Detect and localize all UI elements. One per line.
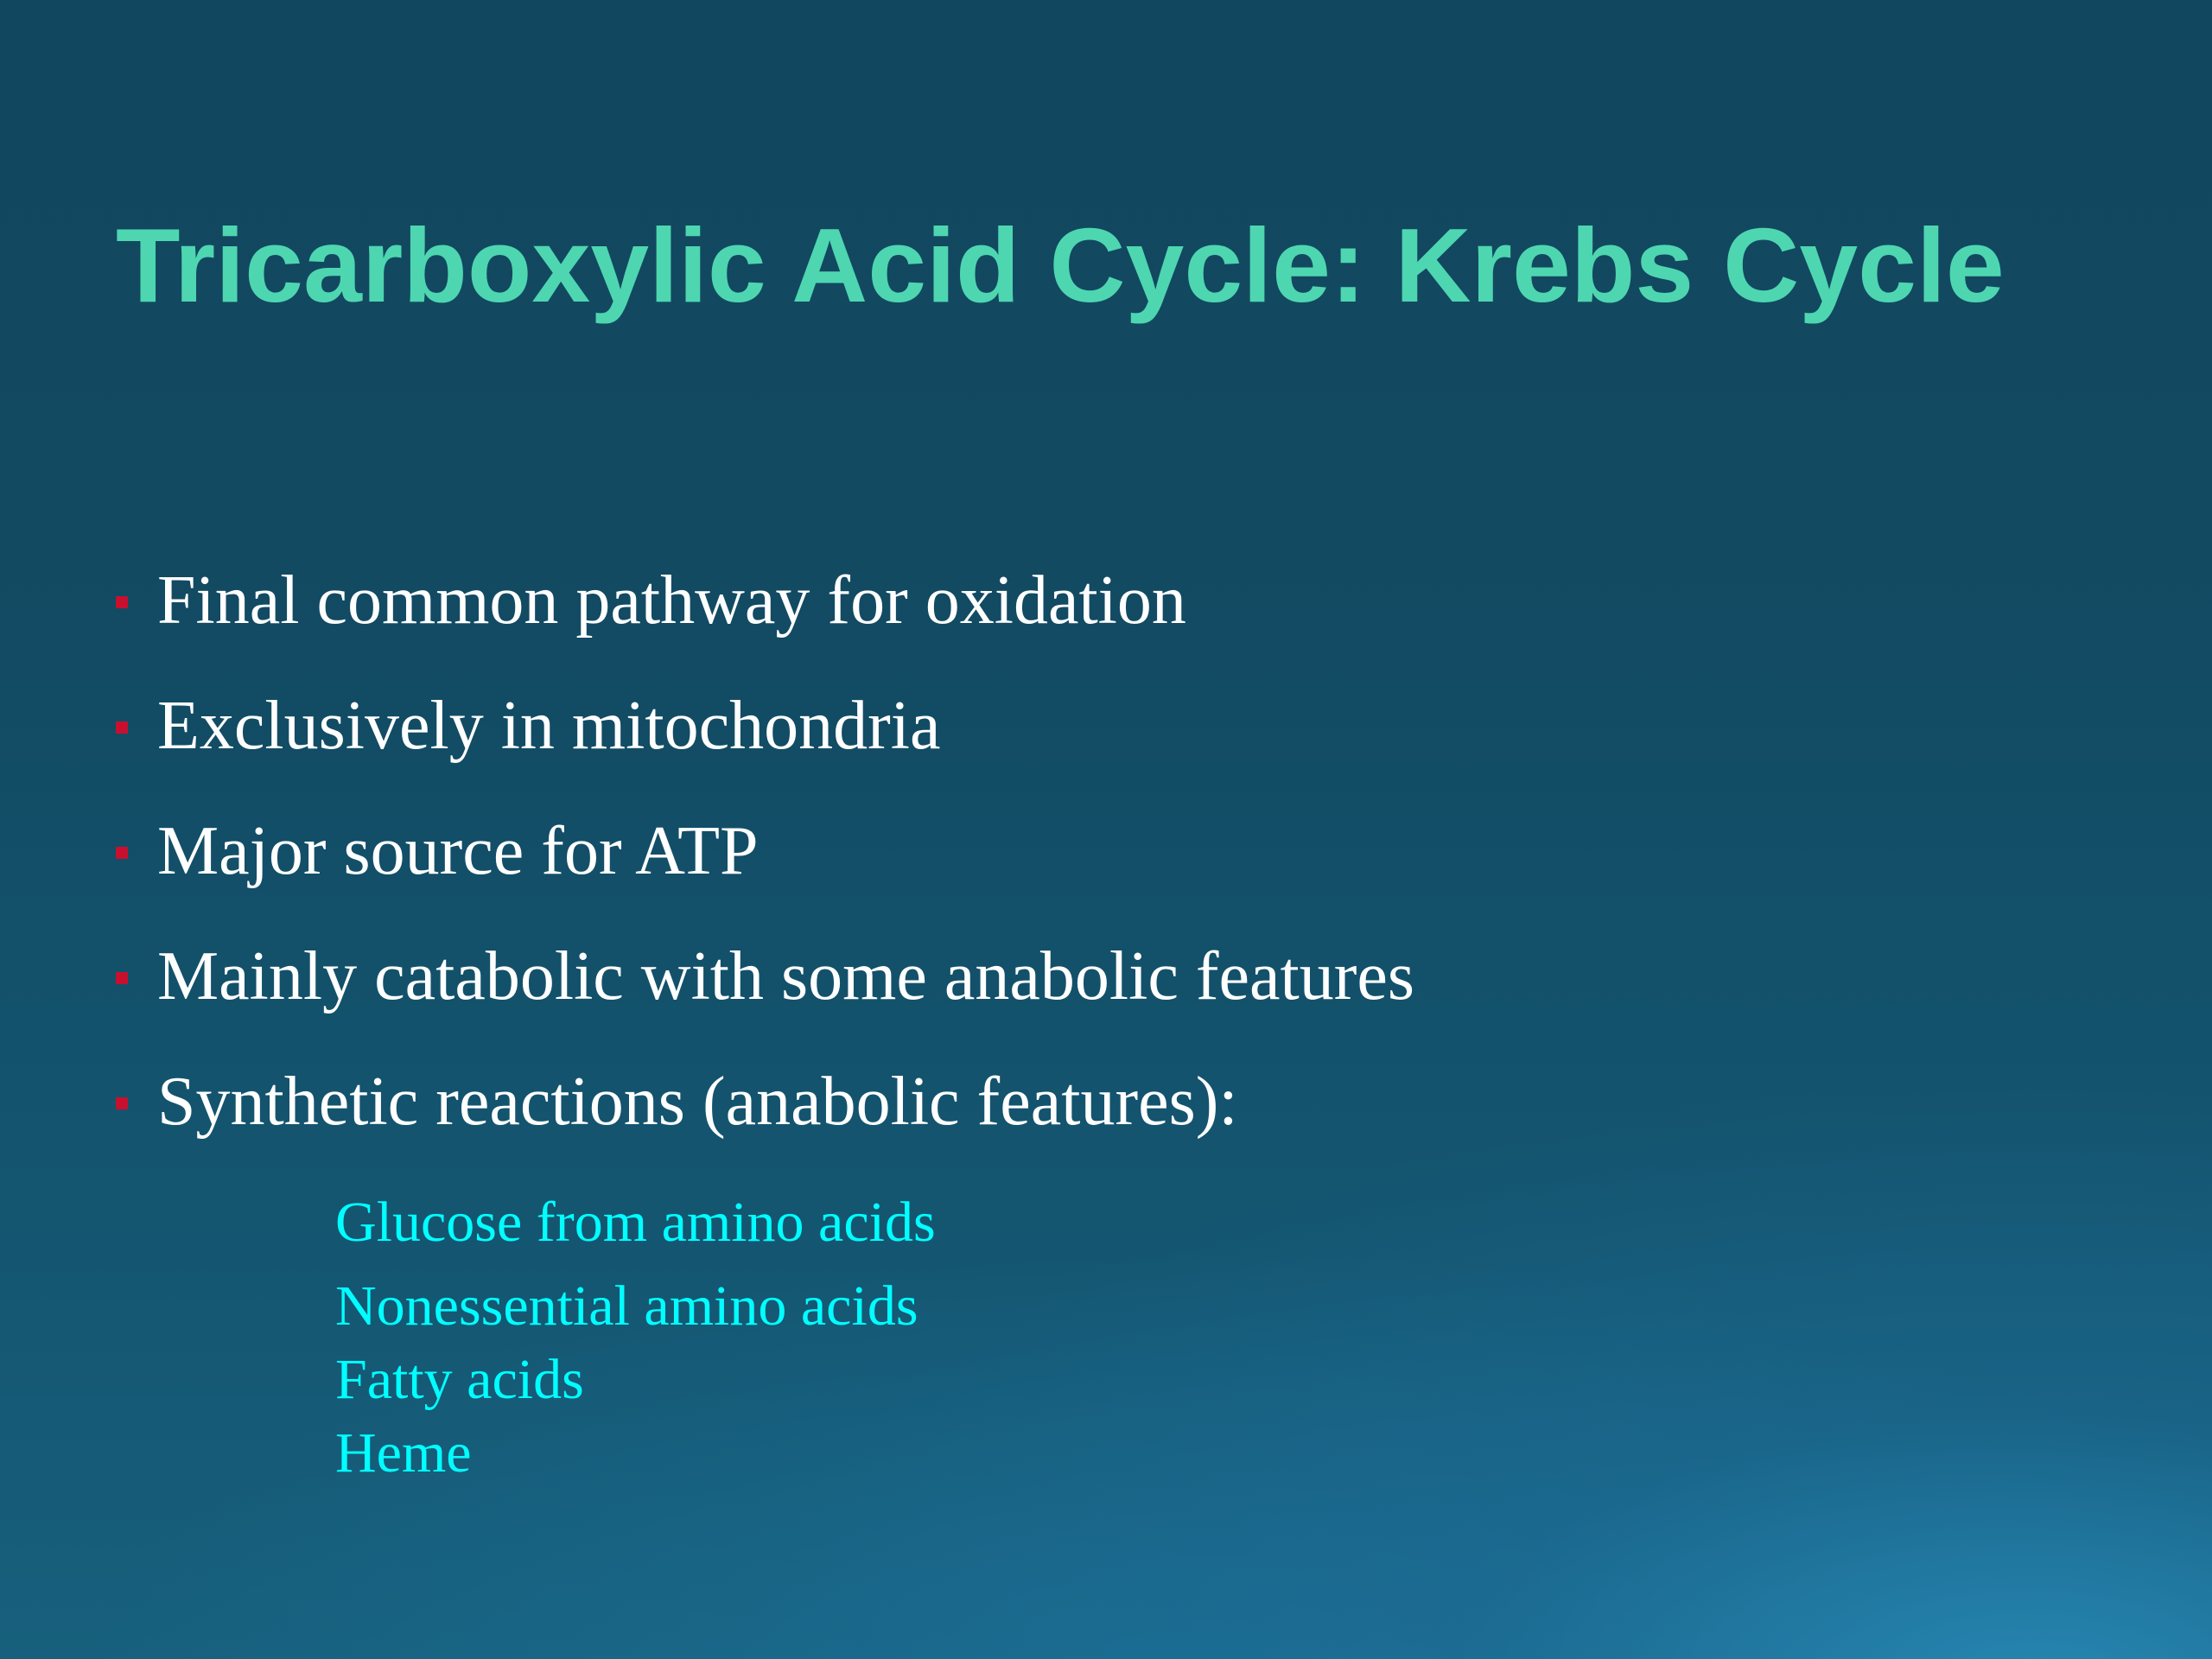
sub-item: Glucose from amino acids	[335, 1191, 936, 1254]
bullet-item	[116, 929, 1414, 1054]
bullet-text: Mainly catabolic with some anabolic features	[157, 938, 1415, 1014]
bullet-marker-icon	[116, 972, 128, 984]
bullet-item	[116, 553, 1414, 678]
bullet-list	[116, 553, 1414, 1179]
sub-item: Fatty acids	[335, 1348, 584, 1411]
bullet-item	[116, 678, 1414, 804]
bullet-text: Exclusively in mitochondria	[157, 688, 941, 764]
sub-item: Heme	[335, 1421, 472, 1484]
bullet-item	[116, 804, 1414, 929]
slide-title: Tricarboxylic Acid Cycle: Krebs Cycle	[116, 207, 2005, 324]
bullet-text: Major source for ATP	[157, 813, 759, 889]
sub-item: Nonessential amino acids	[335, 1274, 918, 1338]
bullet-marker-icon	[116, 847, 128, 859]
bullet-text: Final common pathway for oxidation	[157, 563, 1186, 639]
bullet-marker-icon	[116, 1097, 128, 1109]
bullet-marker-icon	[116, 721, 128, 734]
bullet-text: Synthetic reactions (anabolic features):	[157, 1064, 1238, 1140]
bullet-marker-icon	[116, 596, 128, 608]
bullet-item	[116, 1054, 1414, 1179]
sub-item-list	[335, 1188, 936, 1492]
